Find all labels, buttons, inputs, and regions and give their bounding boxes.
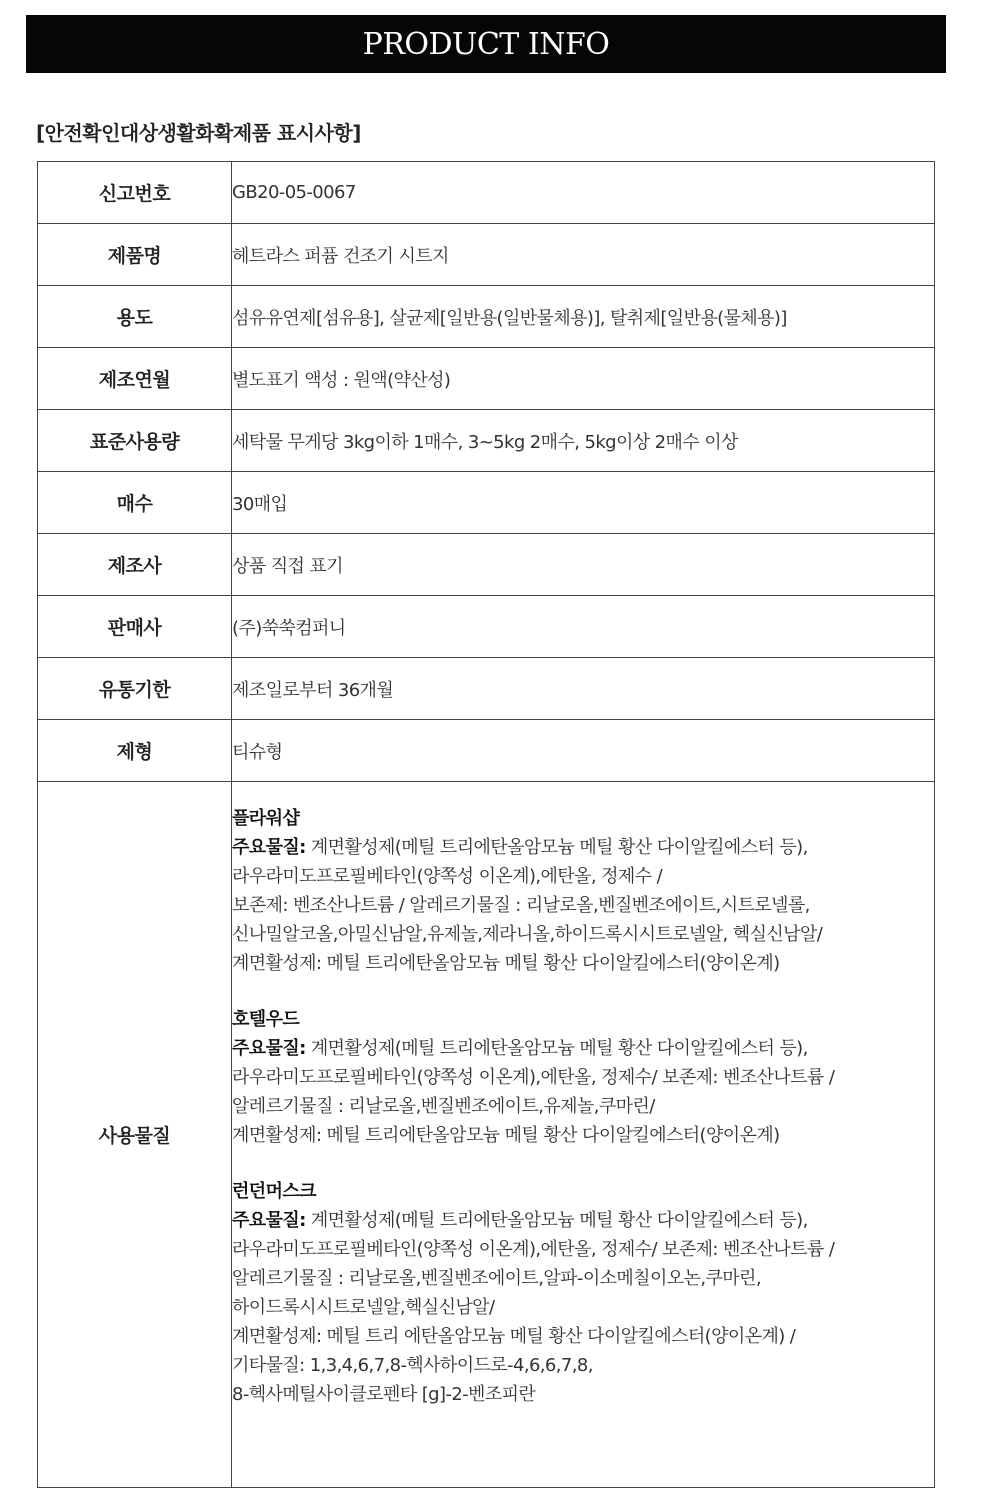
product-info-banner [26,15,946,73]
material-prefix: 주요물질: [232,837,306,858]
row-value: 30매입 [232,472,935,534]
material-group-flower-shop [232,804,934,978]
material-line: 하이드록시시트로넬알,헥실신남알/ [232,1297,495,1318]
row-value: GB20-05-0067 [232,162,935,224]
row-label: 용도 [38,286,232,348]
table-row [38,162,935,224]
section-title: [안전확인대상생활화확제품 표시사항] [36,121,361,145]
table-row [38,224,935,286]
material-prefix: 주요물질: [232,1210,306,1231]
table-row [38,472,935,534]
material-line: 라우라미도프로필베타인(양쪽성 이온계),에탄올, 정제수/ 보존제: 벤조산나트륨 / [232,1239,835,1260]
row-label: 제조연월 [38,348,232,410]
material-text: 계면활성제(메틸 트리에탄올암모늄 메틸 황산 다이알킬에스터 등), [305,1210,808,1231]
materials-row [38,782,935,1488]
row-value: 섬유유연제[섬유용], 살균제[일반용(일반물체용)], 탈취제[일반용(물체용)] [232,286,935,348]
table-row [38,286,935,348]
material-line: 알레르기물질 : 리날로올,벤질벤조에이트,유제놀,쿠마린/ [232,1096,655,1117]
banner-title: PRODUCT INFO [362,26,610,62]
table-row [38,720,935,782]
row-label: 신고번호 [38,162,232,224]
material-line [232,833,934,862]
row-label: 제형 [38,720,232,782]
material-line: 라우라미도프로필베타인(양쪽성 이온계),에탄올, 정제수/ 보존제: 벤조산나트륨 / [232,1067,835,1088]
row-label: 매수 [38,472,232,534]
material-text: 계면활성제(메틸 트리에탄올암모늄 메틸 황산 다이알킬에스터 등), [305,837,808,858]
row-value: 헤트라스 퍼퓸 건조기 시트지 [232,224,935,286]
product-info-table [37,161,935,1488]
row-label: 표준사용량 [38,410,232,472]
material-line: 계면활성제: 메틸 트리에탄올암모늄 메틸 황산 다이알킬에스터(양이온계) [232,1125,780,1146]
material-line: 알레르기물질 : 리날로올,벤질벤조에이트,알파-이소메칠이오논,쿠마린, [232,1268,761,1289]
material-line: 계면활성제: 메틸 트리 에탄올암모늄 메틸 황산 다이알킬에스터(양이온계) / [232,1326,796,1347]
material-line [232,1034,934,1063]
table-row [38,596,935,658]
row-label: 판매사 [38,596,232,658]
row-label: 사용물질 [38,782,232,1488]
row-label: 제조사 [38,534,232,596]
material-line: 계면활성제: 메틸 트리에탄올암모늄 메틸 황산 다이알킬에스터(양이온계) [232,953,780,974]
material-group-london-musk [232,1177,934,1409]
table-row [38,348,935,410]
materials-value [232,782,935,1488]
material-prefix: 주요물질: [232,1038,306,1059]
material-line [232,1206,934,1235]
row-value: 상품 직접 표기 [232,534,935,596]
material-line: 기타물질: 1,3,4,6,7,8-헥사하이드로-4,6,6,7,8, [232,1355,593,1376]
material-group-name: 런던머스크 [232,1181,316,1202]
row-label: 제품명 [38,224,232,286]
row-value: 별도표기 액성 : 원액(약산성) [232,348,935,410]
material-line: 보존제: 벤조산나트륨 / 알레르기물질 : 리날로올,벤질벤조에이트,시트로넬롤, [232,895,810,916]
material-group-name: 호텔우드 [232,1009,300,1030]
material-line: 라우라미도프로필베타인(양쪽성 이온계),에탄올, 정제수 / [232,866,663,887]
table-row [38,658,935,720]
material-text: 계면활성제(메틸 트리에탄올암모늄 메틸 황산 다이알킬에스터 등), [305,1038,808,1059]
material-group-hotel-wood [232,1005,934,1150]
row-label: 유통기한 [38,658,232,720]
material-line: 신나밀알코올,아밀신남알,유제놀,제라니올,하이드록시시트로넬알, 헥실신남알/ [232,924,823,945]
row-value: 티슈형 [232,720,935,782]
material-line: 8-헥사메틸사이클로펜타 [g]-2-벤조피란 [232,1384,536,1405]
row-value: 세탁물 무게당 3kg이하 1매수, 3~5kg 2매수, 5kg이상 2매수 이상 [232,410,935,472]
table-row [38,410,935,472]
row-value: 제조일로부터 36개월 [232,658,935,720]
material-group-name: 플라워샵 [232,808,300,829]
table-row [38,534,935,596]
row-value: (주)쑥쑥컴퍼니 [232,596,935,658]
